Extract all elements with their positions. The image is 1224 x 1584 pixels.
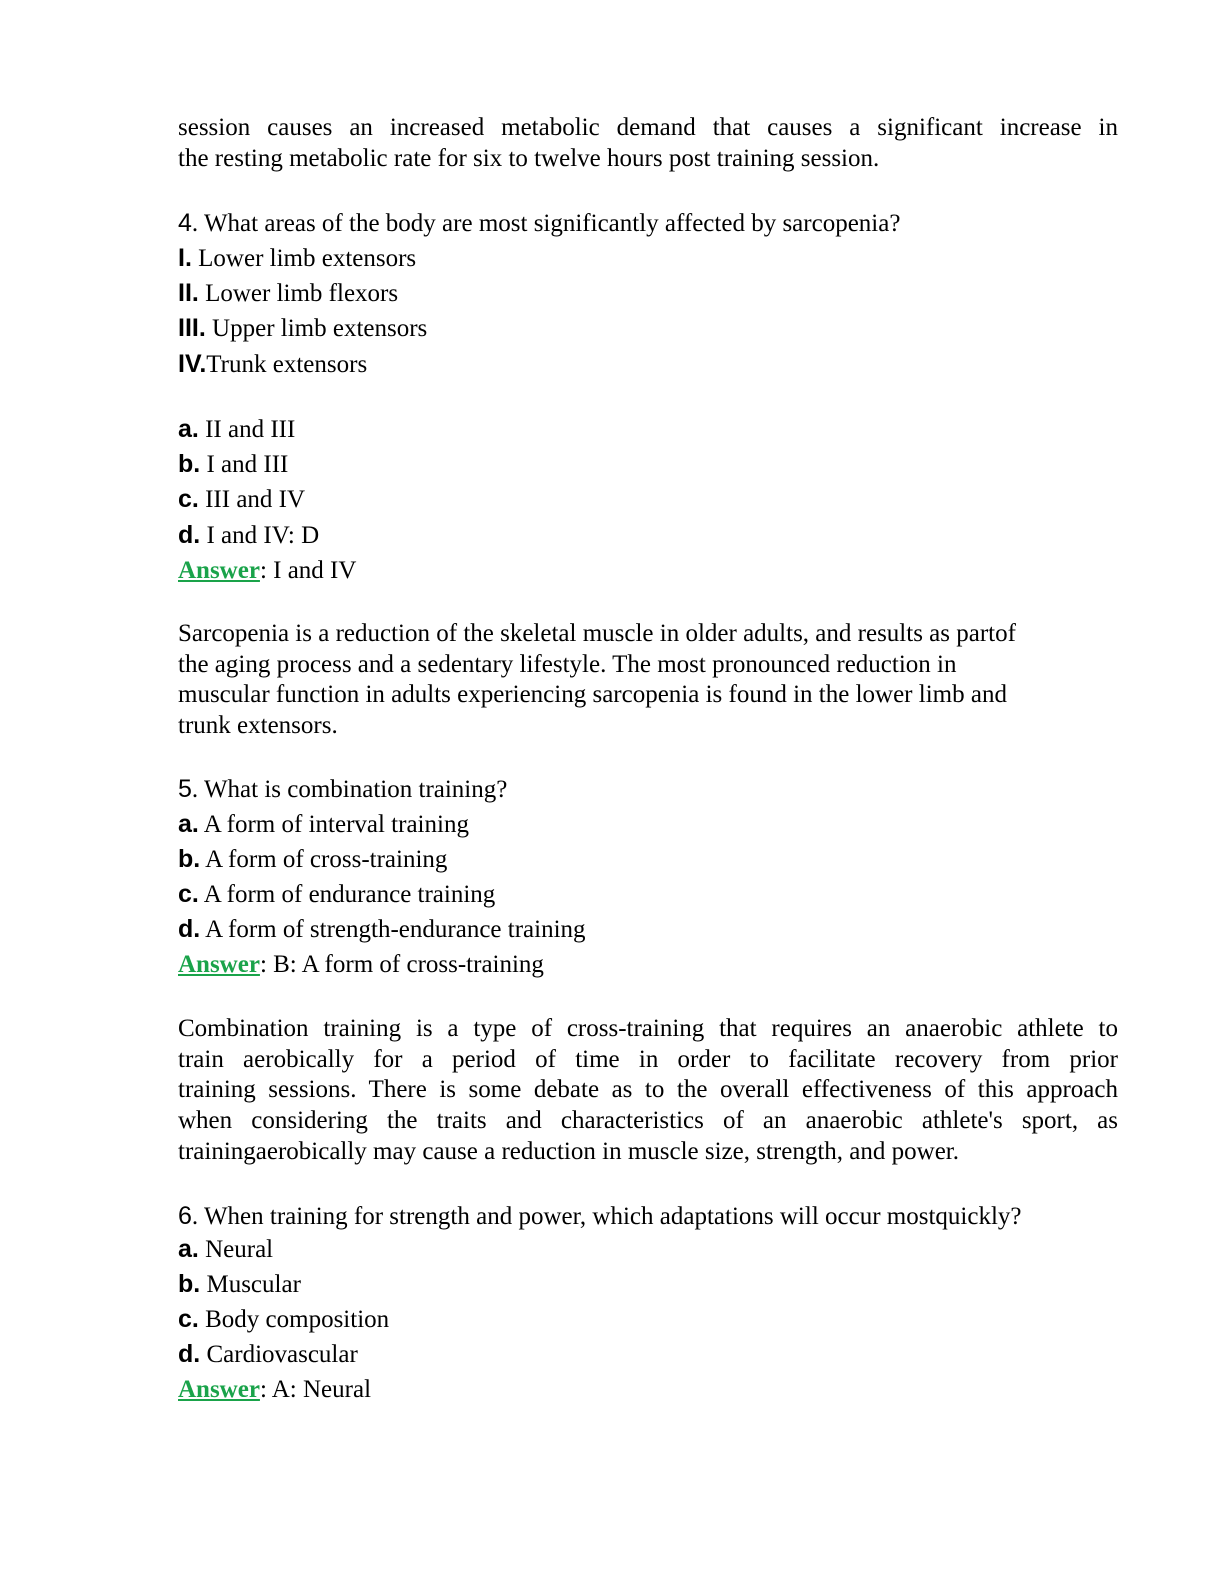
- item-label: III.: [178, 314, 206, 342]
- option-b: [178, 844, 447, 875]
- option-text: I and III: [200, 451, 289, 478]
- option-label: a.: [178, 415, 199, 443]
- option-text: III and IV: [198, 486, 306, 513]
- question-text: . What areas of the body are most significantly affected by sarcopenia?: [191, 210, 901, 237]
- explanation-line: muscular function in adults experiencing sarcopenia is found in the lower limb and: [178, 681, 1007, 708]
- answer-label: Answer: [178, 1376, 260, 1403]
- item-label: I.: [178, 244, 192, 272]
- question-number: 5: [178, 775, 192, 803]
- option-label: b.: [178, 1270, 201, 1298]
- option-label: a.: [178, 810, 199, 838]
- question-number: 4: [178, 209, 192, 237]
- option-text: II and III: [198, 416, 296, 443]
- option-d: [178, 520, 319, 551]
- item-text: Trunk extensors: [206, 351, 368, 378]
- option-text: Body composition: [198, 1306, 390, 1333]
- explanation-line: trunk extensors.: [178, 712, 338, 739]
- explanation-line: the aging process and a sedentary lifestyle. The most pronounced reduction in: [178, 651, 957, 678]
- question-number: 6: [178, 1202, 192, 1230]
- list-item: [178, 278, 398, 309]
- option-text: Cardiovascular: [200, 1341, 358, 1368]
- answer-text: : I and IV: [259, 557, 357, 584]
- list-item: [178, 243, 416, 274]
- option-label: d.: [178, 915, 201, 943]
- option-a: [178, 414, 295, 445]
- item-text: Upper limb extensors: [205, 315, 428, 342]
- option-c: [178, 879, 495, 910]
- explanation-line: trainingaerobically may cause a reduction in muscle size, strength, and power.: [178, 1138, 959, 1165]
- question-4: [178, 208, 900, 239]
- explanation-line: when considering the traits and characteristics of an anaerobic athlete's sport, as: [178, 1107, 1118, 1134]
- option-d: [178, 1339, 358, 1370]
- explanation-line: training sessions. There is some debate as to the overall effectiveness of this approach: [178, 1076, 1118, 1103]
- answer-text: : B: A form of cross-training: [259, 951, 544, 978]
- option-text: Neural: [198, 1236, 274, 1263]
- option-label: c.: [178, 1305, 199, 1333]
- item-label: IV.: [178, 350, 207, 378]
- list-item: [178, 313, 427, 344]
- item-label: II.: [178, 279, 199, 307]
- question-5: [178, 774, 507, 805]
- item-text: Lower limb extensors: [191, 245, 417, 272]
- option-text: Muscular: [200, 1271, 301, 1298]
- list-item: [178, 349, 367, 380]
- answer-text: : A: Neural: [259, 1376, 372, 1403]
- option-b: [178, 1269, 301, 1300]
- question-6: [178, 1201, 1021, 1232]
- item-text: Lower limb flexors: [198, 280, 399, 307]
- option-text: A form of cross-training: [200, 846, 448, 873]
- answer-line: [178, 556, 356, 586]
- explanation-line: Combination training is a type of cross-training that requires an anaerobic athlete to: [178, 1015, 1118, 1042]
- option-label: c.: [178, 485, 199, 513]
- option-label: c.: [178, 880, 199, 908]
- option-c: [178, 1304, 389, 1335]
- option-label: b.: [178, 450, 201, 478]
- answer-line: [178, 1375, 371, 1405]
- option-a: [178, 1234, 273, 1265]
- question-text: . When training for strength and power, which adaptations will occur mostquickly?: [191, 1203, 1022, 1230]
- option-a: [178, 809, 469, 840]
- option-c: [178, 484, 305, 515]
- answer-label: Answer: [178, 951, 260, 978]
- option-label: d.: [178, 1340, 201, 1368]
- answer-line: [178, 950, 544, 980]
- option-text: I and IV: D: [200, 522, 320, 549]
- intro-line: the resting metabolic rate for six to twelve hours post training session.: [178, 145, 880, 172]
- answer-label: Answer: [178, 557, 260, 584]
- option-b: [178, 449, 288, 480]
- question-text: . What is combination training?: [191, 776, 508, 803]
- option-label: a.: [178, 1235, 199, 1263]
- option-d: [178, 914, 586, 945]
- option-text: A form of interval training: [198, 811, 469, 838]
- explanation-line: train aerobically for a period of time in order to facilitate recovery from prior: [178, 1046, 1118, 1073]
- explanation-line: Sarcopenia is a reduction of the skeletal muscle in older adults, and results as partof: [178, 620, 1016, 647]
- option-text: A form of strength-endurance training: [200, 916, 586, 943]
- option-text: A form of endurance training: [198, 881, 496, 908]
- intro-line: session causes an increased metabolic demand that causes a significant increase in: [178, 114, 1118, 141]
- option-label: b.: [178, 845, 201, 873]
- option-label: d.: [178, 521, 201, 549]
